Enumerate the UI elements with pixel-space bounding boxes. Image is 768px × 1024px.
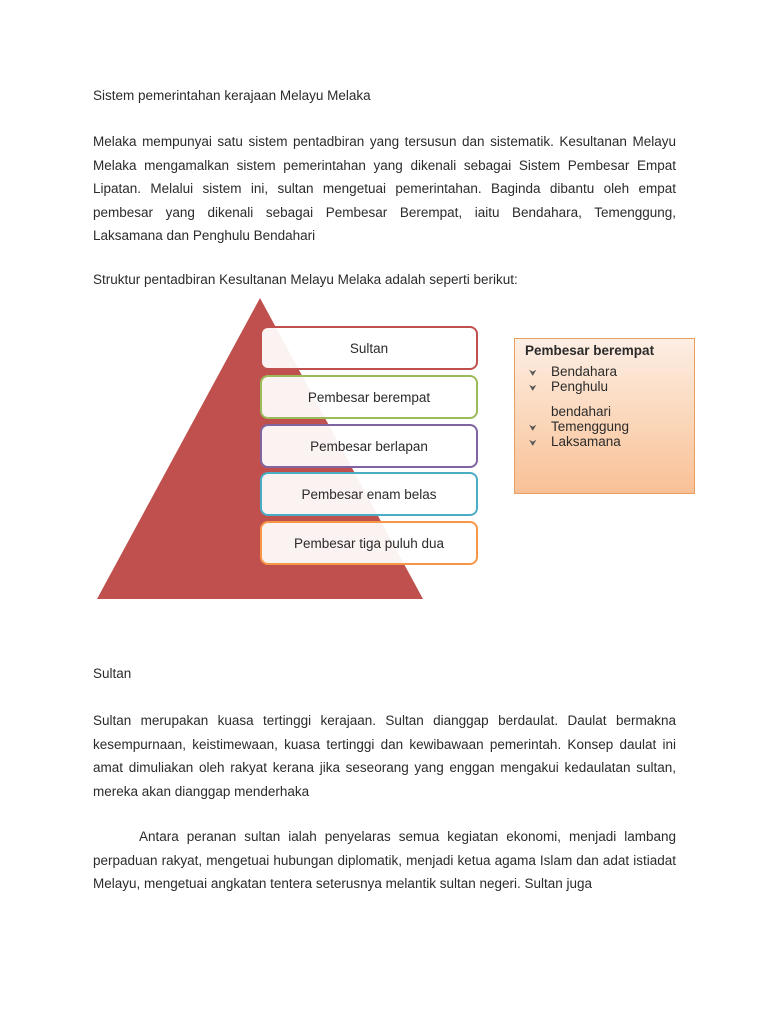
- list-item: ⮟ Penghulu bendahari: [551, 379, 686, 419]
- intro-paragraph: Melaka mempunyai satu sistem pentadbiran yang tersusun dan sistematik. Kesultanan Melayu Melaka mengamalkan sistem pemerintahan yang dikenali sebagai Sistem Pembesar Empat Lipatan. Melalui sistem ini, sultan mengetuai pemerintahan. Baginda dibantu oleh empat pembesar yang dikenali sebagai Pembesar Berempat, iaitu Bendahara, Temenggung, Laksamana dan Penghulu Bendahari: [93, 134, 676, 244]
- arrow-bullet-icon: ⮟: [529, 383, 537, 393]
- section-heading-sultan: Sultan: [93, 666, 132, 681]
- side-box-list: [523, 364, 686, 449]
- arrow-bullet-icon: ⮟: [529, 438, 537, 448]
- tier-pembesar-berempat: Pembesar berempat: [260, 375, 478, 419]
- tier-pembesar-enam-belas: Pembesar enam belas: [260, 472, 478, 516]
- sultan-paragraph-2: Antara peranan sultan ialah penyelaras semua kegiatan ekonomi, menjadi lambang perpaduan rakyat, mengetuai hubungan diplomatik, menjadi ketua agama Islam dan adat istiadat Melayu, mengetuai angkatan tentera seterusnya melantik sultan negeri. Sultan juga: [93, 829, 676, 892]
- tier-pembesar-tiga-puluh-dua: Pembesar tiga puluh dua: [260, 521, 478, 565]
- tier-sultan: Sultan: [260, 326, 478, 370]
- list-item: ⮟ Laksamana: [529, 434, 621, 449]
- document-title: Sistem pemerintahan kerajaan Melayu Melaka: [93, 88, 371, 103]
- sultan-paragraph-1: Sultan merupakan kuasa tertinggi kerajaan. Sultan dianggap berdaulat. Daulat bermakna kesempurnaan, keistimewaan, kuasa tertinggi dan kewibawaan pemerintah. Konsep daulat ini amat dimuliakan oleh rakyat kerana jika seseorang yang enggan mengakui kedaulatan sultan, mereka akan dianggap menderhaka: [93, 713, 676, 799]
- list-item: ⮟ Bendahara: [529, 364, 618, 379]
- arrow-bullet-icon: ⮟: [529, 423, 537, 433]
- structure-intro: Struktur pentadbiran Kesultanan Melayu Melaka adalah seperti berikut:: [93, 272, 518, 287]
- list-item: ⮟ Temenggung: [529, 419, 630, 434]
- arrow-bullet-icon: ⮟: [529, 368, 537, 378]
- list-item-continuation: bendahari: [551, 404, 612, 419]
- pembesar-berempat-box: [514, 338, 695, 494]
- side-box-title: Pembesar berempat: [525, 343, 655, 358]
- tier-pembesar-berlapan: Pembesar berlapan: [260, 424, 478, 468]
